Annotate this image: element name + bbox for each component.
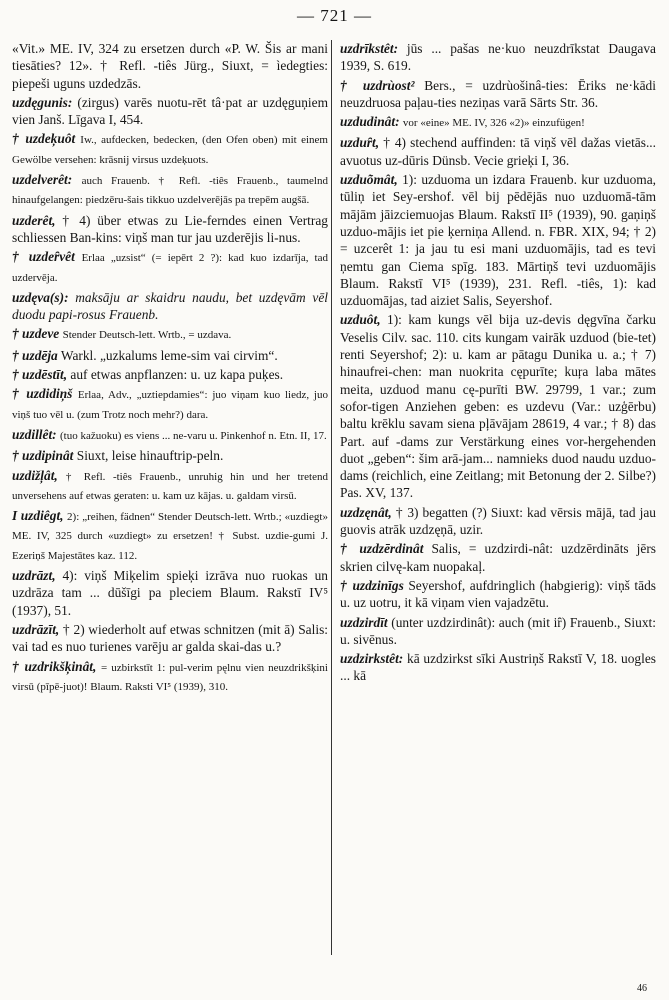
entry-text: vor «eine» ME. IV, 326 «2)» einzufügen! bbox=[402, 117, 585, 130]
entry-text: † 4) über etwas zu Lie-ferndes einen Vertrag schliessen Ban-kins: viņš man tur jau uzderējis li-nus. bbox=[12, 212, 328, 245]
page-number-header: — 721 — bbox=[297, 6, 372, 25]
right-column bbox=[340, 40, 656, 687]
dictionary-entry bbox=[12, 621, 328, 656]
dictionary-entry bbox=[340, 40, 656, 75]
entry-text: Erlaa, Adv., „uztiepdamies“: juo viņam kuo liedz, juo viņš tuo vēl u. (zum Trotz noch mehr?) dara. bbox=[12, 389, 328, 421]
dictionary-entry bbox=[340, 614, 656, 649]
dictionary-entry bbox=[12, 289, 328, 324]
entry-text: maksāju ar skaidru naudu, bet uzdęvām vēl duodu papi-rosus Frauenb. bbox=[12, 289, 328, 323]
headword: uzdižļât, bbox=[12, 467, 58, 483]
dictionary-entry bbox=[340, 311, 656, 501]
dictionary-entry bbox=[340, 650, 656, 685]
entry-text: 1): uzduoma un izdara Frauenb. kur uzduoma, tūliņ iet Sey-ershof. vēl bij pēdējās nuo uzduomā-tām mājām jāizciemuojas Blaum. Rakstī II⁵ (1939), 90. gaņiņš uzduo-mājis iet pie ķerniņa Allend. n. FBR. XIX, 94; † 2) = uzcerêt 1: ja jau tu esi mani uzduomājis, tad es tevi ņemtu gan Ciema spīg. 183. Mārtiņš tevi uzduomājis Blaum. Rakstī VI⁵ (1939), 231. Refl. -tiês, 1): kad uzduomājas, tad aiziet Salis, Seyershof. bbox=[340, 172, 656, 309]
entry-text: Warkl. „uzkalums leme-sim vai cirvim“. bbox=[60, 347, 278, 363]
headword: † uzdēja bbox=[12, 347, 58, 363]
headword: † uzdeȓvêt bbox=[12, 249, 75, 265]
headword: uzduõmât, bbox=[340, 172, 398, 188]
headword: † uzdeve bbox=[12, 326, 60, 342]
entry-text: Siuxt, leise hinauftrip-peln. bbox=[76, 448, 224, 464]
headword: † uzdzinīgs bbox=[340, 577, 404, 593]
dictionary-entry bbox=[340, 504, 656, 539]
entry-text: auf etwas anpflanzen: u. uz kapa puķes. bbox=[70, 367, 284, 383]
entry-text: jūs ... pašas ne·kuo neuzdrīkstat Daugava 1939, S. 619. bbox=[340, 41, 656, 74]
headword: uzdrāzt, bbox=[12, 568, 56, 584]
headword: uzdzirdīt bbox=[340, 614, 388, 630]
entry-text: 4): viņš Miķelim spieķi izrāva nuo ruokas un uzdrāza tam ... dūšīgi pa pleciem Blaum. Rakstī IV⁵ (1937), 51. bbox=[12, 568, 328, 618]
dictionary-entry bbox=[340, 540, 656, 575]
dictionary-entry bbox=[340, 134, 656, 169]
entry-text: 2): „reihen, fädnen“ Stender Deutsch-lett. Wrtb.; «uzdiegt» ME. IV, 325 durch «uzdiegt» zu ersetzen! † Subst. uzdie-gumi J. Ezeriņš Majestātes kaz. 112. bbox=[12, 511, 328, 562]
entry-text: «Vit.» ME. IV, 324 zu ersetzen durch «P. W. Šis ar mani tiesāties? 12». † Refl. -tiês Jürg., Siuxt, = ìedegties: piepeši uguns uzdedzās. bbox=[12, 41, 328, 91]
dictionary-entry bbox=[12, 347, 328, 364]
headword: I uzdiêgt, bbox=[12, 508, 64, 524]
footer-page-number: 46 bbox=[637, 983, 647, 994]
headword: † uzdēstīt, bbox=[12, 367, 68, 383]
headword: uzdzęnât, bbox=[340, 504, 392, 520]
dictionary-entry bbox=[12, 426, 328, 445]
entry-text: † 2) wiederholt auf etwas schnitzen (mit ā) Salis: vai tad es nuo turienes varēju ar galda skai-das u.? bbox=[12, 621, 328, 655]
dictionary-entry bbox=[12, 658, 328, 697]
left-column bbox=[12, 40, 328, 698]
headword: uzduȓt, bbox=[340, 135, 380, 151]
entry-text: kā uzdzirkst sīki Austriņš Rakstī V, 18. uogles ... kā bbox=[340, 651, 656, 684]
entry-text: Erlaa „uzsist“ (= iepērt 2 ?): kad kuo izdarīja, tad uzdervēja. bbox=[12, 252, 328, 284]
entry-text: (tuo kažuoku) es viens ... ne-varu u. Pinkenhof n. Etn. II, 17. bbox=[60, 429, 327, 442]
entry-text: Iw., aufdecken, bedecken, (den Ofen oben) mit einem Gewölbe versehen: krāsnij virsus uzdeķuots. bbox=[12, 134, 328, 166]
headword: † uzdzērdinât bbox=[340, 541, 424, 557]
headword: † uzdrùost² bbox=[340, 77, 415, 93]
headword: uzdęva(s): bbox=[12, 289, 69, 305]
headword: † uzdeķuôt bbox=[12, 131, 76, 147]
entry-text: Bers., = uzdrùošinâ-ties: Ēriks ne·kādi neuzdruosa paļau-ties neziņas varā Sārts Str. 36. bbox=[340, 77, 656, 110]
headword: † uzdrikšķinât, bbox=[12, 658, 97, 674]
entry-text: (unter uzdzirdinât): auch (mit iȓ) Frauenb., Siuxt: u. sivēnus. bbox=[340, 614, 656, 647]
headword: uzdęgunis: bbox=[12, 94, 73, 110]
headword: uzdelverêt: bbox=[12, 172, 73, 188]
entry-text: auch Frauenb. † Refl. -tiês Frauenb., taumelnd hinaufgelangen: piedzēru-šais tikkuo uzdelverējās pa trepēm augšā. bbox=[12, 175, 328, 207]
entry-text: † Refl. -tiês Frauenb., unruhig hin und her tretend unversehens auf etwas geraten: u. kam uz kājas. u. galdam virsū. bbox=[12, 470, 328, 502]
dictionary-entry bbox=[340, 113, 656, 132]
headword: † uzdidiņš bbox=[12, 386, 73, 402]
dictionary-entry bbox=[12, 94, 328, 129]
dictionary-entry bbox=[12, 40, 328, 92]
dictionary-entry bbox=[12, 567, 328, 619]
dictionary-entry bbox=[12, 467, 328, 506]
dictionary-entry bbox=[12, 366, 328, 383]
dictionary-entry bbox=[12, 507, 328, 565]
entry-text: 1): kam kungs vēl bija uz-devis dęgvīna čarku Veselis Cilv. sac. 110. cits kungam vairāk uzduod (bie-tet) renti Seyershof; 2): u. kam ar pātagu Dunika u. a.; † 7) hinaufrei-chen: man nuokrita cępurīte; kuŗa laba mātes meita, uzduod manu cę-purīti BW. 29799, 1 var.; zum sofor-tigen Anziehen geben: es uzdevu (Var.: uzģērbu) baltu krēklu savam siena pļāvājam 28619, 4 var.; † 8) das Part. auf -dams zur Verstärkung eines vor-hergehenden duot „geben“: šim arā-jam... namnieks duod naudu uzduo-dams (reichlich, eine Zeitlang; mit Betonung der 2. Silbe?) Pas. XV, 137. bbox=[340, 312, 656, 501]
entry-text: = uzbirkstīt 1: pul-verim pęlnu vien neuzdrikšķini virsū (pīpē-juot)! Blaum. Raksti VI⁵ (1939), 310. bbox=[12, 661, 328, 693]
headword: uzdrāzīt, bbox=[12, 621, 60, 637]
entry-text: † 4) stechend auffinden: tā viņš vēl dažas vietās... avuotus uz-dūris Dünsb. Vecie grieķi I, 36. bbox=[340, 135, 656, 168]
headword: uzdrīkstêt: bbox=[340, 41, 399, 56]
entry-text: (zirgus) varēs nuotu-rēt tâ·pat ar uzdęguņiem vien Janš. Līgava I, 454. bbox=[12, 94, 328, 128]
dictionary-entry bbox=[12, 325, 328, 344]
headword: uzderêt, bbox=[12, 212, 56, 228]
entry-text: Stender Deutsch-lett. Wrtb., = uzdava. bbox=[62, 329, 232, 342]
entry-text: † 3) begatten (?) Siuxt: kad vērsis mājā, tad jau guovis atrāk uzdzęņā, uzir. bbox=[340, 504, 657, 538]
dictionary-entry bbox=[12, 447, 328, 464]
dictionary-entry bbox=[340, 577, 656, 612]
headword: uzdudinât: bbox=[340, 114, 400, 130]
headword: uzdzirkstêt: bbox=[340, 651, 404, 667]
entry-text: Seyershof, aufdringlich (habgierig): viņš tāds u. uz uotru, it kā viņam vien vajadzētu. bbox=[340, 577, 656, 611]
dictionary-entry bbox=[12, 212, 328, 247]
dictionary-entry bbox=[340, 171, 656, 309]
headword: uzduôt, bbox=[340, 312, 381, 328]
headword: uzdillêt: bbox=[12, 426, 57, 442]
column-divider bbox=[331, 40, 332, 955]
dictionary-entry bbox=[12, 385, 328, 424]
headword: † uzdipinât bbox=[12, 448, 74, 464]
dictionary-entry bbox=[12, 248, 328, 287]
dictionary-entry bbox=[12, 130, 328, 169]
dictionary-entry bbox=[12, 171, 328, 210]
entry-text: Salis, = uzdzirdi-nât: uzdzērdināts jērs skrien cilvę-kam nuopakaļ. bbox=[340, 541, 656, 574]
dictionary-entry bbox=[340, 77, 656, 112]
